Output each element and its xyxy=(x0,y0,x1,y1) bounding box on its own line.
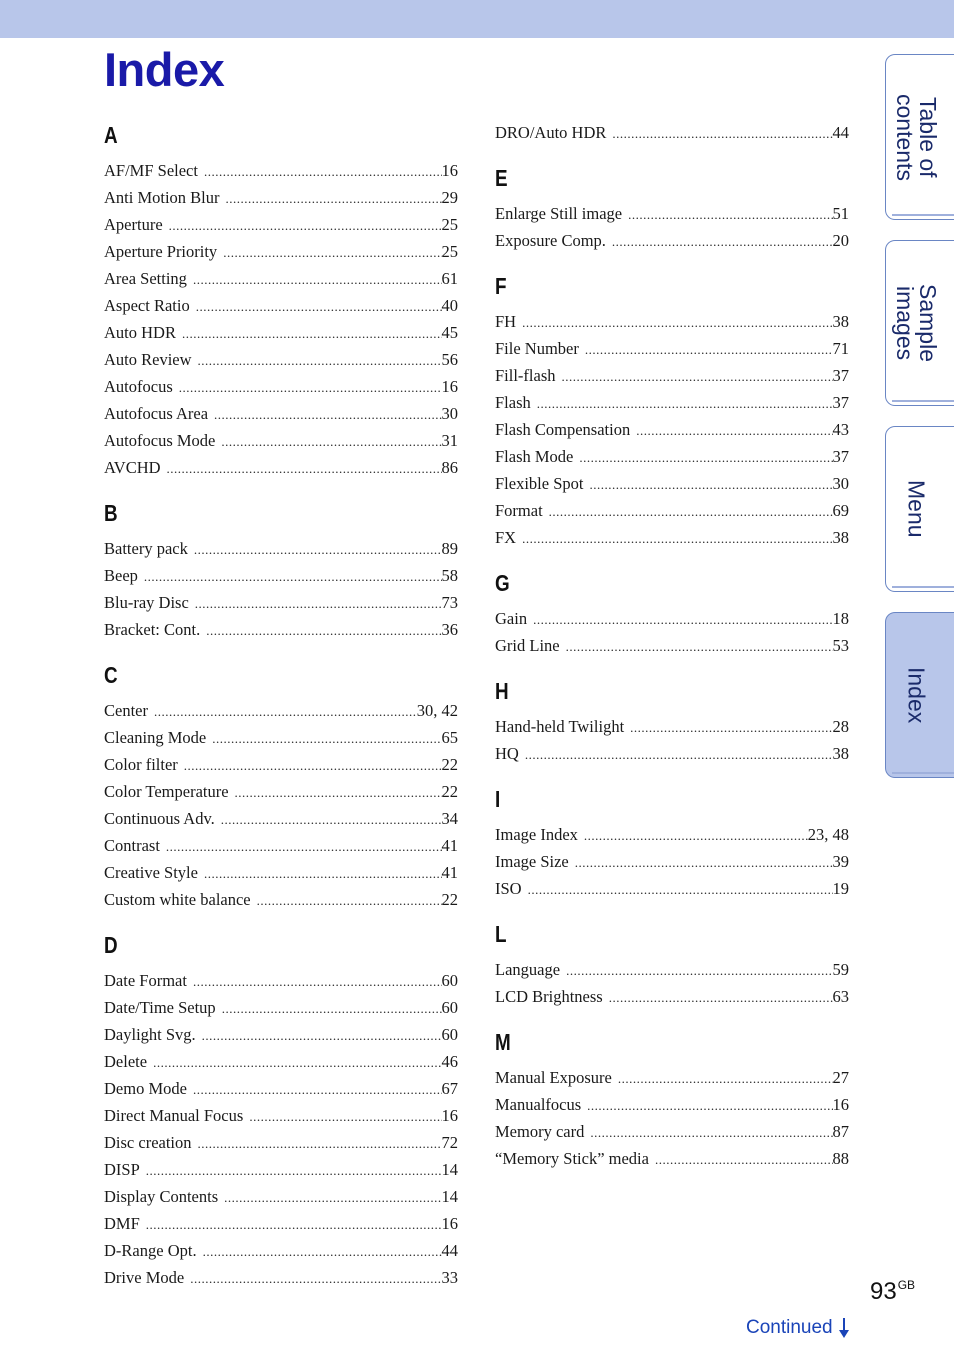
entry-page: 43 xyxy=(832,420,849,439)
entry-page: 51 xyxy=(832,204,849,223)
entry-name: Color filter xyxy=(104,755,178,774)
index-entry[interactable] xyxy=(495,821,849,848)
entry-page: 20 xyxy=(832,231,849,250)
entry-name: Center xyxy=(104,701,148,720)
entry-page: 63 xyxy=(832,987,849,1006)
section-letter: G xyxy=(495,570,510,596)
index-entry[interactable] xyxy=(495,119,849,146)
entry-name: AVCHD xyxy=(104,458,161,477)
index-section xyxy=(104,658,458,913)
dot-leader xyxy=(226,185,442,212)
dot-leader xyxy=(612,120,832,147)
index-entry[interactable] xyxy=(104,1264,458,1291)
index-entry[interactable] xyxy=(104,589,458,616)
index-entry[interactable] xyxy=(104,778,458,805)
entry-page: 22 xyxy=(441,890,458,909)
entry-page: 16 xyxy=(441,1106,458,1125)
index-entry[interactable] xyxy=(104,292,458,319)
entry-page: 16 xyxy=(441,161,458,180)
dot-leader xyxy=(204,860,442,887)
entry-page: 69 xyxy=(832,501,849,520)
index-section xyxy=(495,1025,849,1172)
entry-name: Autofocus Mode xyxy=(104,431,216,450)
tab-sample-images[interactable] xyxy=(885,240,954,406)
entry-page: 60 xyxy=(441,998,458,1017)
entry-page: 71 xyxy=(832,339,849,358)
dot-leader xyxy=(575,849,833,876)
entry-name: Drive Mode xyxy=(104,1268,185,1287)
entry-name: Bracket: Cont. xyxy=(104,620,201,639)
index-entry[interactable] xyxy=(104,265,458,292)
dot-leader xyxy=(202,1022,442,1049)
dot-leader xyxy=(566,633,833,660)
entry-name: Exposure Comp. xyxy=(495,231,606,250)
entry-page: 67 xyxy=(441,1079,458,1098)
page-title: Index xyxy=(104,43,225,96)
entry-page: 34 xyxy=(441,809,458,828)
index-entry[interactable] xyxy=(104,967,458,994)
section-letter: M xyxy=(495,1029,511,1055)
dot-leader xyxy=(223,239,441,266)
dot-leader xyxy=(154,698,417,725)
index-entry[interactable] xyxy=(104,616,458,643)
entry-name: Flash Mode xyxy=(495,447,574,466)
entry-page: 16 xyxy=(441,1214,458,1233)
entry-page: 36 xyxy=(441,620,458,639)
index-entry[interactable] xyxy=(104,400,458,427)
index-entry[interactable] xyxy=(104,346,458,373)
dot-leader xyxy=(184,752,442,779)
index-entry[interactable] xyxy=(104,1183,458,1210)
entry-page: 58 xyxy=(441,566,458,585)
index-entry[interactable] xyxy=(104,1075,458,1102)
entry-page: 27 xyxy=(832,1068,849,1087)
dot-leader xyxy=(522,525,832,552)
index-entry[interactable] xyxy=(495,389,849,416)
entry-page: 73 xyxy=(441,593,458,612)
entry-name: Daylight Svg. xyxy=(104,1025,196,1044)
entry-name: Creative Style xyxy=(104,863,198,882)
entry-page: 60 xyxy=(441,1025,458,1044)
index-entry[interactable] xyxy=(104,724,458,751)
index-entry[interactable] xyxy=(104,184,458,211)
entry-page: 38 xyxy=(832,312,849,331)
dot-leader xyxy=(206,617,441,644)
entry-page: 14 xyxy=(441,1187,458,1206)
dot-leader xyxy=(221,806,442,833)
entry-page: 22 xyxy=(441,782,458,801)
index-entry[interactable] xyxy=(495,713,849,740)
entry-name: Date/Time Setup xyxy=(104,998,216,1017)
entry-list xyxy=(104,967,458,1291)
entry-name: FH xyxy=(495,312,517,331)
entry-page: 56 xyxy=(441,350,458,369)
index-entry[interactable] xyxy=(104,454,458,481)
dot-leader xyxy=(525,741,833,768)
entry-name: Anti Motion Blur xyxy=(104,188,220,207)
entry-list xyxy=(104,157,458,481)
dot-leader xyxy=(198,347,442,374)
tab-menu[interactable] xyxy=(885,426,954,592)
dot-leader xyxy=(203,1238,442,1265)
index-entry[interactable] xyxy=(495,1145,849,1172)
entry-name: Blu-ray Disc xyxy=(104,593,189,612)
entry-page: 16 xyxy=(441,377,458,396)
entry-name: DISP xyxy=(104,1160,140,1179)
dot-leader xyxy=(221,428,441,455)
entry-page: 38 xyxy=(832,744,849,763)
entry-name: Memory card xyxy=(495,1122,585,1141)
header-band xyxy=(0,0,954,38)
entry-page: 45 xyxy=(441,323,458,342)
continued-link[interactable] xyxy=(746,1316,849,1340)
section-letter: A xyxy=(104,122,118,148)
index-entry[interactable] xyxy=(104,1021,458,1048)
index-column-left xyxy=(104,118,458,1291)
dot-leader xyxy=(193,968,442,995)
dot-leader xyxy=(166,833,442,860)
dot-leader xyxy=(533,606,832,633)
section-letter: D xyxy=(104,932,118,958)
dot-leader xyxy=(194,536,442,563)
dot-leader xyxy=(144,563,442,590)
entry-name: DMF xyxy=(104,1214,140,1233)
entry-name: Custom white balance xyxy=(104,890,251,909)
entry-page: 25 xyxy=(441,215,458,234)
index-column-right xyxy=(495,119,849,1172)
dot-leader xyxy=(196,293,442,320)
index-entry[interactable] xyxy=(104,1156,458,1183)
index-entry[interactable] xyxy=(495,740,849,767)
entry-page: 28 xyxy=(832,717,849,736)
entry-name: AF/MF Select xyxy=(104,161,198,180)
entry-page: 44 xyxy=(832,123,849,142)
index-entry[interactable] xyxy=(104,562,458,589)
entry-name: Grid Line xyxy=(495,636,560,655)
index-entry[interactable] xyxy=(104,1102,458,1129)
entry-name: Autofocus Area xyxy=(104,404,209,423)
entry-name: Gain xyxy=(495,609,528,628)
dot-leader xyxy=(198,1130,442,1157)
entry-list xyxy=(495,821,849,902)
entry-name: Manual Exposure xyxy=(495,1068,612,1087)
entry-page: 37 xyxy=(832,366,849,385)
index-section xyxy=(495,674,849,767)
entry-name: Flexible Spot xyxy=(495,474,584,493)
entry-list xyxy=(104,535,458,643)
entry-list xyxy=(104,697,458,913)
section-letter: C xyxy=(104,662,118,688)
entry-name: File Number xyxy=(495,339,579,358)
entry-name: Continuous Adv. xyxy=(104,809,215,828)
index-entry[interactable] xyxy=(495,362,849,389)
dot-leader xyxy=(537,390,833,417)
index-entry[interactable] xyxy=(104,427,458,454)
index-entry[interactable] xyxy=(104,373,458,400)
entry-name: Cleaning Mode xyxy=(104,728,207,747)
page-number xyxy=(870,1278,915,1306)
dot-leader xyxy=(193,1076,442,1103)
dot-leader xyxy=(222,995,442,1022)
section-letter: I xyxy=(495,786,501,812)
entry-name: Demo Mode xyxy=(104,1079,187,1098)
dot-leader xyxy=(169,212,442,239)
index-entry[interactable] xyxy=(495,848,849,875)
entry-name: Flash Compensation xyxy=(495,420,631,439)
dot-leader xyxy=(630,714,832,741)
dot-leader xyxy=(589,471,832,498)
dot-leader xyxy=(636,417,832,444)
index-entry[interactable] xyxy=(495,1118,849,1145)
index-entry[interactable] xyxy=(495,632,849,659)
tab-label: Index xyxy=(903,666,930,724)
entry-list xyxy=(495,956,849,1010)
dot-leader xyxy=(195,590,442,617)
entry-name: Beep xyxy=(104,566,138,585)
entry-name: Direct Manual Focus xyxy=(104,1106,244,1125)
index-section xyxy=(104,496,458,643)
index-entry[interactable] xyxy=(104,211,458,238)
dot-leader xyxy=(167,455,442,482)
index-entry[interactable] xyxy=(104,319,458,346)
entry-list xyxy=(495,713,849,767)
index-section xyxy=(495,917,849,1010)
dot-leader xyxy=(585,336,833,363)
entry-list xyxy=(495,1064,849,1172)
entry-page: 23, 48 xyxy=(807,825,849,844)
index-entry[interactable] xyxy=(104,751,458,778)
entry-name: LCD Brightness xyxy=(495,987,603,1006)
dot-leader xyxy=(257,887,442,914)
entry-name: Auto HDR xyxy=(104,323,176,342)
index-entry[interactable] xyxy=(104,859,458,886)
index-entry[interactable] xyxy=(495,200,849,227)
entry-page: 30 xyxy=(832,474,849,493)
entry-page: 19 xyxy=(832,879,849,898)
dot-leader xyxy=(224,1184,441,1211)
entry-page: 86 xyxy=(441,458,458,477)
index-entry[interactable] xyxy=(495,227,849,254)
section-letter: L xyxy=(495,921,507,947)
index-section xyxy=(495,119,849,146)
index-entry[interactable] xyxy=(495,605,849,632)
entry-name: Language xyxy=(495,960,561,979)
entry-name: Date Format xyxy=(104,971,187,990)
entry-list xyxy=(495,308,849,551)
dot-leader xyxy=(590,1119,832,1146)
entry-page: 31 xyxy=(441,431,458,450)
entry-page: 72 xyxy=(441,1133,458,1152)
index-entry[interactable] xyxy=(104,886,458,913)
tab-index[interactable] xyxy=(885,612,954,778)
dot-leader xyxy=(235,779,442,806)
entry-name: HQ xyxy=(495,744,519,763)
entry-page: 40 xyxy=(441,296,458,315)
entry-page: 53 xyxy=(832,636,849,655)
entry-page: 33 xyxy=(441,1268,458,1287)
section-letter: B xyxy=(104,500,118,526)
index-entry[interactable] xyxy=(104,238,458,265)
dot-leader xyxy=(579,444,832,471)
page-number-value: 93 xyxy=(870,1278,897,1305)
index-entry[interactable] xyxy=(495,1064,849,1091)
entry-name: Image Size xyxy=(495,852,569,871)
dot-leader xyxy=(190,1265,441,1292)
entry-name: Flash xyxy=(495,393,531,412)
index-entry[interactable] xyxy=(104,1048,458,1075)
entry-page: 60 xyxy=(441,971,458,990)
entry-name: “Memory Stick” media xyxy=(495,1149,649,1168)
entry-page: 41 xyxy=(441,863,458,882)
entry-list xyxy=(495,605,849,659)
index-entry[interactable] xyxy=(104,832,458,859)
index-entry[interactable] xyxy=(495,497,849,524)
index-section xyxy=(495,782,849,902)
index-entry[interactable] xyxy=(104,994,458,1021)
entry-page: 39 xyxy=(832,852,849,871)
entry-name: Delete xyxy=(104,1052,148,1071)
index-entry[interactable] xyxy=(495,335,849,362)
entry-list xyxy=(495,119,849,146)
entry-name: DRO/Auto HDR xyxy=(495,123,607,142)
index-section xyxy=(104,928,458,1291)
entry-name: Aperture xyxy=(104,215,163,234)
entry-page: 59 xyxy=(832,960,849,979)
entry-name: Disc creation xyxy=(104,1133,192,1152)
dot-leader xyxy=(528,876,833,903)
dot-leader xyxy=(655,1146,833,1173)
entry-name: Fill-flash xyxy=(495,366,556,385)
index-entry[interactable] xyxy=(495,875,849,902)
dot-leader xyxy=(179,374,442,401)
dot-leader xyxy=(153,1049,441,1076)
entry-name: Manualfocus xyxy=(495,1095,582,1114)
index-section xyxy=(495,161,849,254)
index-entry[interactable] xyxy=(104,697,458,724)
section-letter: E xyxy=(495,165,508,191)
tab-label: Table of contents xyxy=(892,93,941,181)
entry-page: 29 xyxy=(441,188,458,207)
index-entry[interactable] xyxy=(104,805,458,832)
dot-leader xyxy=(214,401,441,428)
entry-page: 30, 42 xyxy=(416,701,458,720)
entry-page: 87 xyxy=(832,1122,849,1141)
entry-page: 88 xyxy=(832,1149,849,1168)
entry-page: 16 xyxy=(832,1095,849,1114)
index-section xyxy=(104,118,458,481)
entry-page: 65 xyxy=(441,728,458,747)
entry-name: Aperture Priority xyxy=(104,242,218,261)
dot-leader xyxy=(618,1065,833,1092)
entry-page: 89 xyxy=(441,539,458,558)
entry-name: ISO xyxy=(495,879,522,898)
dot-leader xyxy=(584,822,808,849)
index-entry[interactable] xyxy=(104,1129,458,1156)
entry-page: 46 xyxy=(441,1052,458,1071)
entry-name: Enlarge Still image xyxy=(495,204,623,223)
entry-name: Display Contents xyxy=(104,1187,219,1206)
dot-leader xyxy=(146,1157,442,1184)
entry-name: Hand-held Twilight xyxy=(495,717,625,736)
tab-table-of-contents[interactable] xyxy=(885,54,954,220)
entry-page: 41 xyxy=(441,836,458,855)
index-entry[interactable] xyxy=(495,443,849,470)
dot-leader xyxy=(628,201,832,228)
index-entry[interactable] xyxy=(104,1237,458,1264)
entry-name: Contrast xyxy=(104,836,160,855)
section-letter: F xyxy=(495,273,507,299)
entry-name: Battery pack xyxy=(104,539,188,558)
entry-name: Auto Review xyxy=(104,350,192,369)
index-section xyxy=(495,566,849,659)
index-entry[interactable] xyxy=(495,470,849,497)
entry-page: 18 xyxy=(832,609,849,628)
dot-leader xyxy=(612,228,833,255)
index-entry[interactable] xyxy=(495,956,849,983)
entry-name: Autofocus xyxy=(104,377,173,396)
entry-page: 38 xyxy=(832,528,849,547)
continued-label: Continued xyxy=(746,1317,833,1338)
dot-leader xyxy=(146,1211,442,1238)
entry-list xyxy=(495,200,849,254)
down-arrow-icon xyxy=(839,1316,849,1340)
index-entry[interactable] xyxy=(104,535,458,562)
index-entry[interactable] xyxy=(495,308,849,335)
entry-name: Image Index xyxy=(495,825,578,844)
entry-page: 22 xyxy=(441,755,458,774)
dot-leader xyxy=(204,158,442,185)
entry-name: Aspect Ratio xyxy=(104,296,190,315)
index-entry[interactable] xyxy=(104,1210,458,1237)
entry-name: Color Temperature xyxy=(104,782,229,801)
entry-page: 30 xyxy=(441,404,458,423)
index-entry[interactable] xyxy=(495,416,849,443)
dot-leader xyxy=(609,984,833,1011)
section-letter: H xyxy=(495,678,509,704)
dot-leader xyxy=(193,266,442,293)
index-entry[interactable] xyxy=(495,1091,849,1118)
dot-leader xyxy=(562,363,833,390)
entry-name: FX xyxy=(495,528,517,547)
dot-leader xyxy=(182,320,442,347)
dot-leader xyxy=(212,725,441,752)
entry-page: 37 xyxy=(832,447,849,466)
index-entry[interactable] xyxy=(104,157,458,184)
tab-label: Sample images xyxy=(892,284,941,362)
tab-label: Menu xyxy=(903,480,930,538)
dot-leader xyxy=(587,1092,832,1119)
entry-page: 14 xyxy=(441,1160,458,1179)
dot-leader xyxy=(522,309,832,336)
entry-page: 37 xyxy=(832,393,849,412)
index-section xyxy=(495,269,849,551)
page-number-suffix: GB xyxy=(897,1278,916,1292)
dot-leader xyxy=(249,1103,441,1130)
entry-name: Area Setting xyxy=(104,269,187,288)
entry-page: 25 xyxy=(441,242,458,261)
dot-leader xyxy=(549,498,833,525)
index-entry[interactable] xyxy=(495,524,849,551)
entry-name: Format xyxy=(495,501,543,520)
entry-name: D-Range Opt. xyxy=(104,1241,197,1260)
dot-leader xyxy=(566,957,832,984)
entry-page: 61 xyxy=(441,269,458,288)
entry-page: 44 xyxy=(441,1241,458,1260)
index-entry[interactable] xyxy=(495,983,849,1010)
